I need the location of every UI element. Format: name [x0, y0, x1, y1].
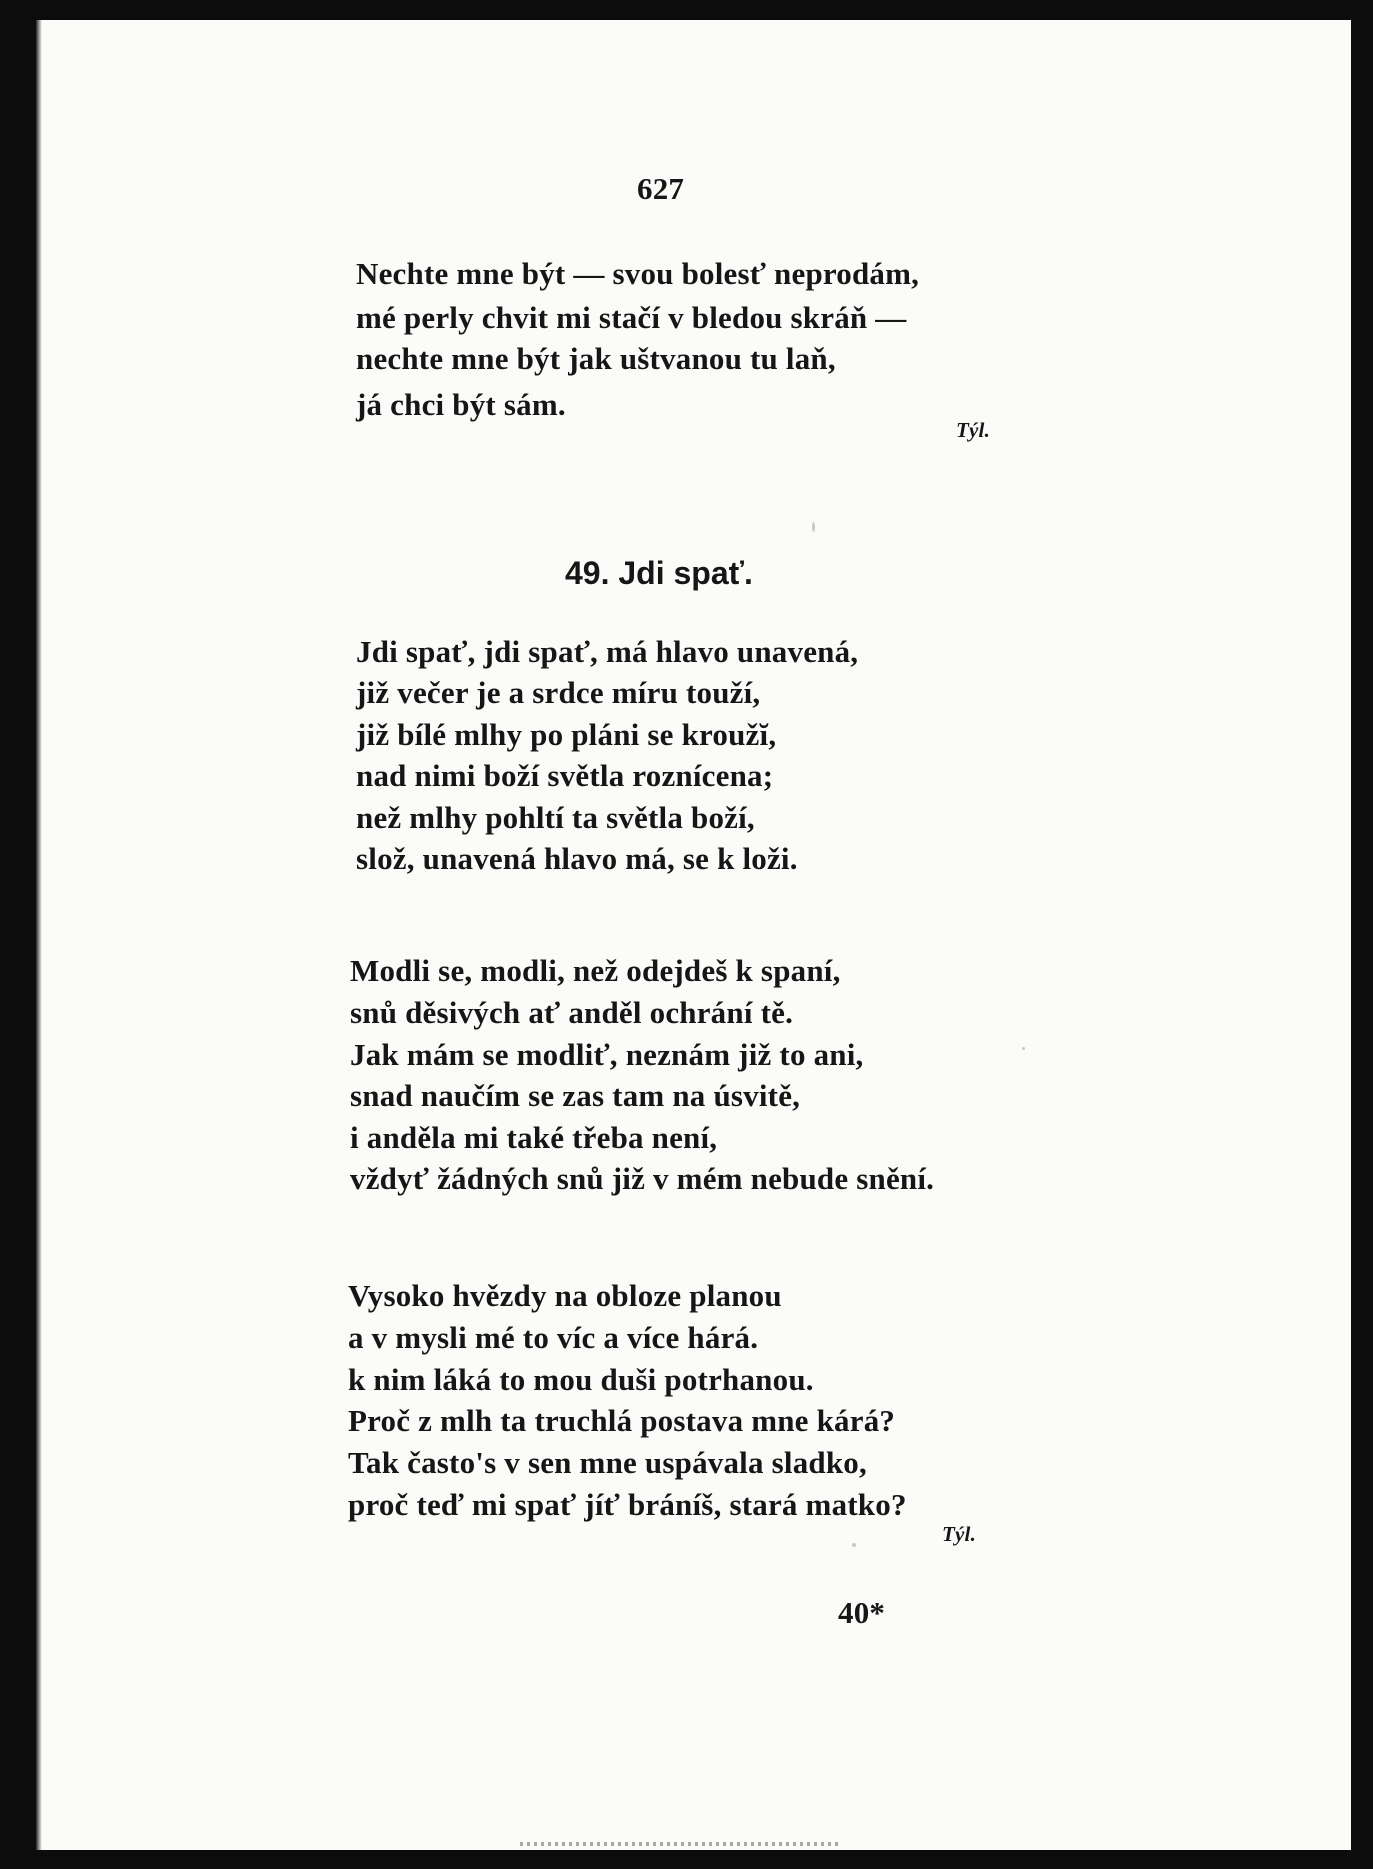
- verse-line: než mlhy pohltí ta světla boží,: [356, 800, 755, 835]
- verse-line: já chci být sám.: [356, 387, 566, 422]
- verse-line: Jdi spať, jdi spať, má hlavo unavená,: [356, 634, 859, 669]
- verse-line: mé perly chvit mi stačí v bledou skráň —: [356, 300, 907, 335]
- verse-line: slož, unavená hlavo má, se k loži.: [356, 841, 798, 876]
- verse-line: snů děsivých ať anděl ochrání tě.: [350, 995, 794, 1030]
- verse-line: proč teď mi spať jíť bráníš, stará matko?: [348, 1487, 907, 1522]
- author-signature: Týl.: [956, 418, 991, 442]
- page-binding-edge: [36, 20, 42, 1850]
- verse-line: a v mysli mé to víc a více hárá.: [348, 1320, 759, 1355]
- verse-line: Vysoko hvězdy na obloze planou: [348, 1278, 782, 1313]
- poem-title: 49. Jdi spať.: [565, 555, 753, 591]
- verse-line: Modli se, modli, než odejdeš k spaní,: [350, 953, 841, 988]
- book-page: [36, 20, 1351, 1850]
- verse-line: již večer je a srdce míru touží,: [356, 675, 761, 710]
- verse-line: k nim láká to mou duši potrhanou.: [348, 1362, 814, 1397]
- verse-line: nad nimi boží světla roznícena;: [356, 758, 774, 793]
- verse-line: snad naučím se zas tam na úsvitě,: [350, 1078, 801, 1113]
- verse-line: i anděla mi také třeba není,: [350, 1120, 718, 1155]
- verse-line: nechte mne být jak uštvanou tu laň,: [356, 341, 836, 376]
- verse-line: Proč z mlh ta truchlá postava mne kárá?: [348, 1403, 896, 1438]
- verse-line: již bílé mlhy po pláni se kroužĭ,: [356, 717, 777, 752]
- page-number: 627: [637, 171, 685, 206]
- verse-line: Nechte mne být — svou bolesť neprodám,: [356, 256, 920, 291]
- author-signature: Týl.: [942, 1522, 977, 1546]
- verse-line: vždyť žádných snů již v mém nebude snění.: [350, 1161, 935, 1196]
- scan-noise: [520, 1842, 840, 1846]
- scan-speck: [1022, 1047, 1025, 1050]
- verse-line: Tak často's v sen mne uspávala sladko,: [348, 1445, 867, 1480]
- verse-line: Jak mám se modliť, neznám již to ani,: [350, 1037, 864, 1072]
- scan-speck: [852, 1543, 856, 1547]
- scan-speck: [812, 522, 815, 532]
- signature-mark: 40*: [838, 1595, 886, 1630]
